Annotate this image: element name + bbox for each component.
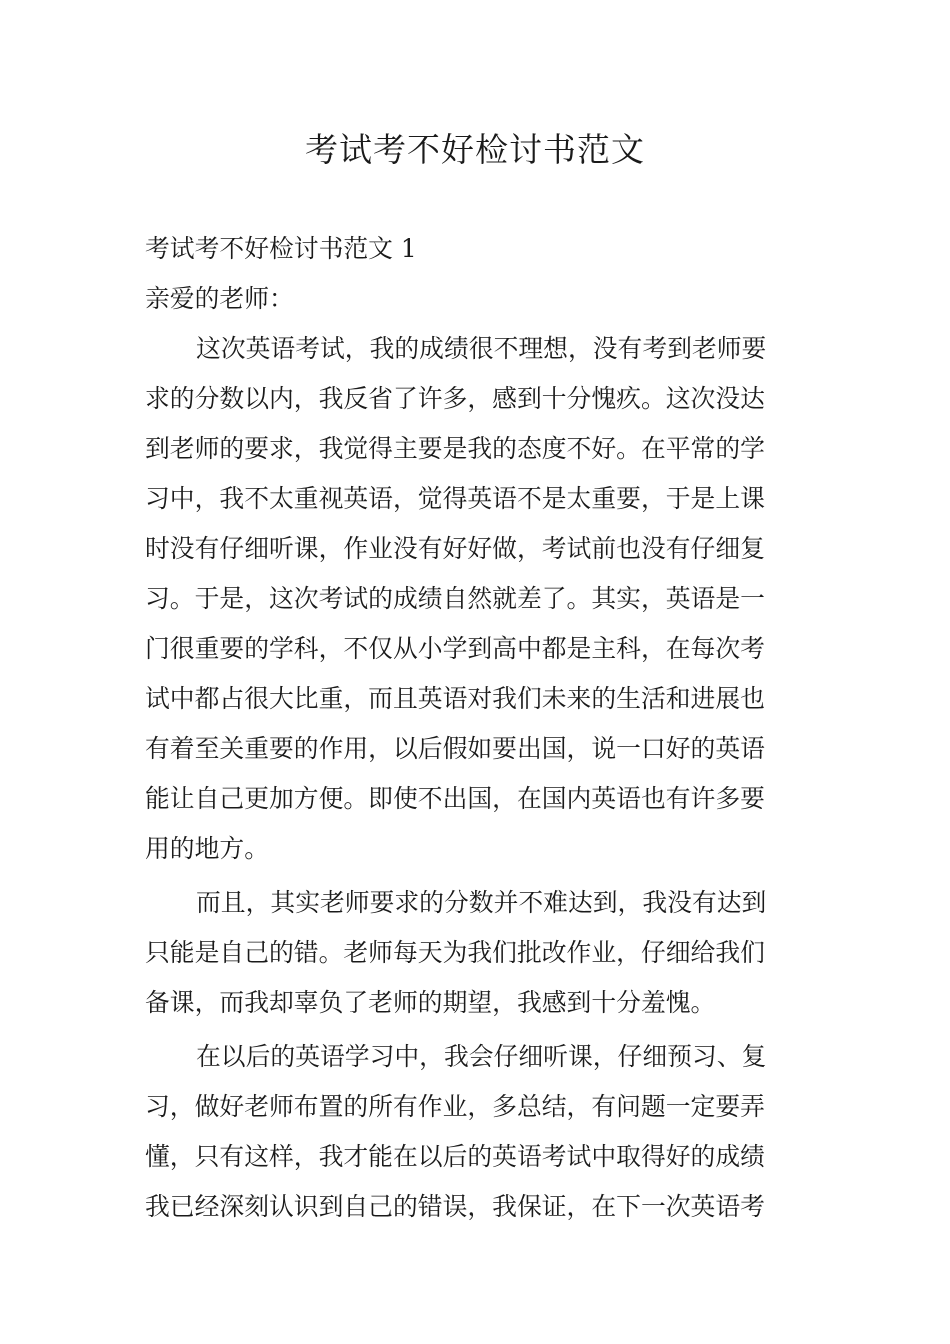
section-heading: 考试考不好检讨书范文 1 (145, 234, 417, 263)
paragraph-1 (145, 324, 807, 874)
paragraph-line: 习中，我不太重视英语，觉得英语不是太重要，于是上课 (145, 484, 765, 513)
paragraph-line: 在以后的英语学习中，我会仔细听课，仔细预习、复 (196, 1042, 767, 1071)
paragraph-2 (145, 878, 807, 1028)
paragraph-line: 只能是自己的错。老师每天为我们批改作业，仔细给我们 (145, 938, 765, 967)
paragraph-line: 习。于是，这次考试的成绩自然就差了。其实，英语是一 (145, 584, 765, 613)
paragraph-line: 能让自己更加方便。即使不出国，在国内英语也有许多要 (145, 784, 765, 813)
paragraph-line: 备课，而我却辜负了老师的期望，我感到十分羞愧。 (145, 988, 716, 1017)
salutation: 亲爱的老师： (145, 284, 294, 313)
paragraph-line: 时没有仔细听课，作业没有好好做，考试前也没有仔细复 (145, 534, 765, 563)
paragraph-line: 习，做好老师布置的所有作业，多总结，有问题一定要弄 (145, 1092, 765, 1121)
paragraph-line: 到老师的要求，我觉得主要是我的态度不好。在平常的学 (145, 434, 765, 463)
paragraph-line: 试中都占很大比重，而且英语对我们未来的生活和进展也 (145, 684, 765, 713)
paragraph-line: 而且，其实老师要求的分数并不难达到，我没有达到 (196, 888, 767, 917)
paragraph-line: 我已经深刻认识到自己的错误，我保证，在下一次英语考 (145, 1192, 765, 1221)
paragraph-line: 有着至关重要的作用，以后假如要出国，说一口好的英语 (145, 734, 765, 763)
document-body (145, 224, 807, 1232)
paragraph-line: 求的分数以内，我反省了许多，感到十分愧疚。这次没达 (145, 384, 765, 413)
paragraph-3 (145, 1032, 807, 1232)
document-title: 考试考不好检讨书范文 (305, 130, 645, 169)
paragraph-line: 懂，只有这样，我才能在以后的英语考试中取得好的成绩 (145, 1142, 765, 1171)
paragraph-line: 这次英语考试，我的成绩很不理想，没有考到老师要 (196, 334, 767, 363)
paragraph-line: 用的地方。 (145, 834, 269, 863)
paragraph-line: 门很重要的学科，不仅从小学到高中都是主科，在每次考 (145, 634, 765, 663)
